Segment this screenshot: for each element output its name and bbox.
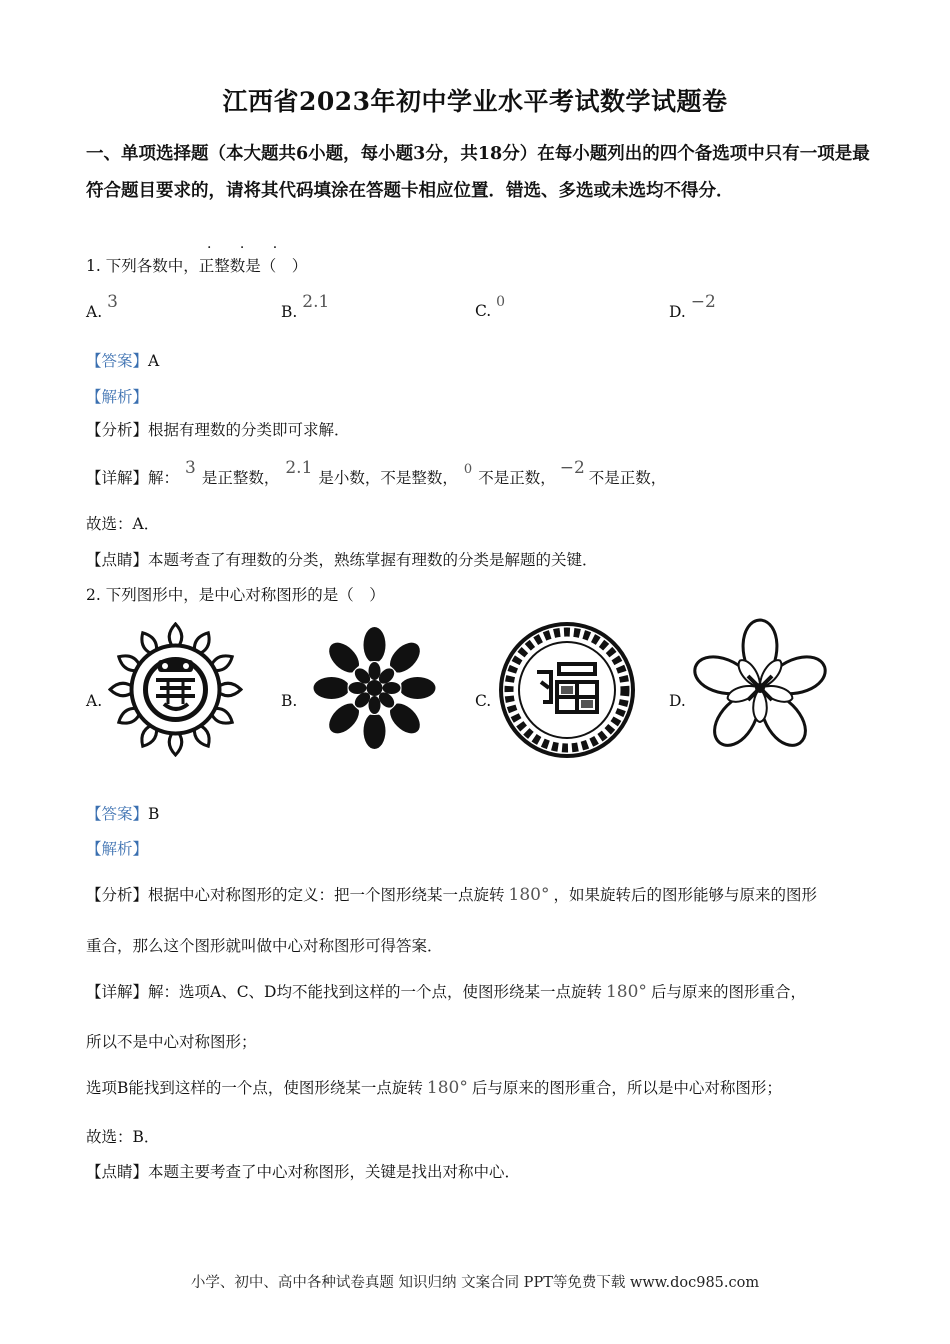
q1-stem: 1. 下列各数中，正整数是（ ） xyxy=(86,257,308,275)
q2-option-c-label: C. xyxy=(475,692,492,710)
q2-detail-line2: 所以不是中心对称图形； xyxy=(86,1033,257,1051)
q1-detail: 【详解】解： 3 是正整数， 2.1 是小数，不是整数， $^0$ 不是正数， −2 不是正数， xyxy=(86,458,667,487)
q1-analysis-tag: 【解析】 xyxy=(86,388,149,406)
q1-option-c: C. 0 xyxy=(475,294,506,320)
q1-dianjing: 【点睛】本题考查了有理数的分类，熟练掌握有理数的分类是解题的关键． xyxy=(86,551,598,569)
q2-option-d-label: D. xyxy=(669,692,686,710)
q1-fenxi: 【分析】根据有理数的分类即可求解． xyxy=(86,421,350,439)
page-footer: 小学、初中、高中各种试卷真题 知识归纳 文案合同 PPT等免费下载 www.doc985.com xyxy=(190,1275,760,1291)
page-title: 江西省2023年初中学业水平考试数学试题卷 xyxy=(222,87,728,116)
q2-fenxi-line2: 重合，那么这个图形就叫做中心对称图形可得答案． xyxy=(86,937,443,955)
q2-stem: 2. 下列图形中，是中心对称图形的是（ ） xyxy=(86,586,385,604)
q2-analysis-tag: 【解析】 xyxy=(86,840,149,858)
q1-option-d: D. −2 xyxy=(669,292,716,321)
q2-option-a-label: A. xyxy=(86,692,103,710)
q2-answer: 【答案】B xyxy=(86,805,160,823)
figure-d-five-petal-flower xyxy=(690,616,830,758)
emphasis-dots: · · · xyxy=(207,240,290,256)
q2-detail-line1: 【详解】解：选项A、C、D均不能找到这样的一个点，使图形绕某一点旋转 180° 后与原来的图形重合， xyxy=(86,982,806,1002)
q2-detail-line3: 选项B能找到这样的一个点，使图形绕某一点旋转 180° 后与原来的图形重合，所以是中心对称图形； xyxy=(86,1078,782,1098)
q2-choice: 故选：B． xyxy=(86,1128,160,1146)
figure-b-flower xyxy=(307,623,442,753)
q2-fenxi-line1: 【分析】根据中心对称图形的定义：把一个图形绕某一点旋转 180° ，如果旋转后的图形能够与原来的图形 xyxy=(86,885,817,905)
q2-option-b-label: B. xyxy=(281,692,298,710)
q1-choice: 故选：A． xyxy=(86,515,160,533)
q2-dianjing: 【点睛】本题主要考查了中心对称图形，关键是找出对称中心． xyxy=(86,1163,521,1181)
q1-option-b: B. 2.1 xyxy=(281,292,330,321)
figure-c-seal xyxy=(497,620,637,760)
q1-answer: 【答案】A xyxy=(86,352,160,370)
q1-option-a: A. 3 xyxy=(86,292,118,321)
section-heading: 一、单项选择题（本大题共6小题，每小题3分，共18分）在每小题列出的四个备选项中只有一项是最符合题目要求的，请将其代码填涂在答题卡相应位置．错选、多选或未选均不得分． xyxy=(86,144,870,201)
figure-a-mandala xyxy=(108,622,243,757)
